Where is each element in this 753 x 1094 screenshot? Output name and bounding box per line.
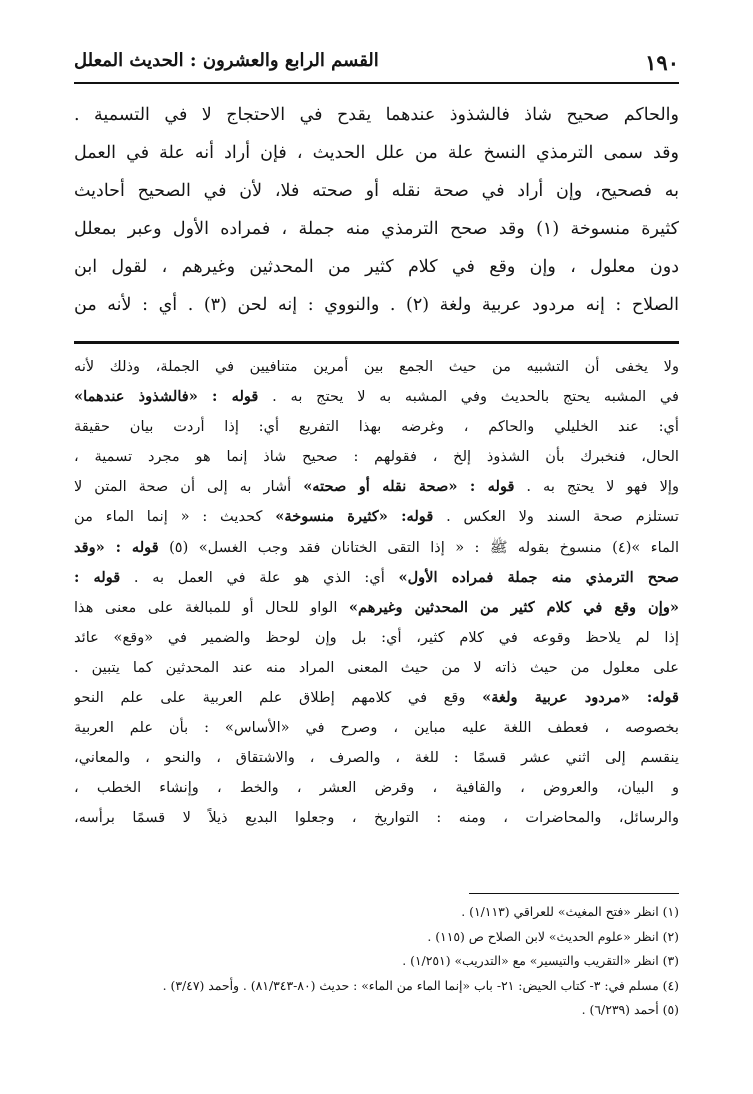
commentary-segment: و البيان، والعروض ، والقافية ، وقرض العشر ، والخط ، وإنشاء الخطب ، bbox=[74, 779, 679, 797]
footnote: (٣) انظر «التقريب والتيسير» مع «التدريب» (١/٢٥١) . bbox=[402, 953, 679, 968]
commentary-line bbox=[74, 803, 679, 833]
commentary-text bbox=[74, 352, 679, 834]
commentary-line bbox=[74, 593, 679, 623]
commentary-line bbox=[74, 683, 679, 713]
commentary-segment: بخصوصه ، فعطف اللغة عليه مباين ، وصرح في «الأساس» : بأن علم العربية bbox=[74, 719, 679, 737]
commentary-line bbox=[74, 502, 679, 532]
commentary-quote: قوله : «وقد bbox=[74, 538, 159, 556]
commentary-segment: أي: الذي هو علة في العمل به . bbox=[120, 568, 399, 586]
page-number: ١٩٠ bbox=[645, 50, 679, 75]
commentary-segment: أشار به إلى أن صحة المتن لا bbox=[74, 478, 304, 496]
commentary-line bbox=[74, 352, 679, 382]
commentary-segment: وقع في كلامهم إطلاق علم العربية على علم النحو bbox=[74, 689, 483, 707]
commentary-segment: وإلا فهو لا يحتج به . bbox=[514, 478, 679, 496]
commentary-quote: «وإن وقع في كلام كثير من المحدثين وغيرهم» bbox=[348, 598, 679, 616]
commentary-line bbox=[74, 533, 679, 563]
main-text-line: الصلاح : إنه مردود عربية ولغة (٢) . والنووي : إنه لحن (٣) . أي : لأنه من bbox=[74, 295, 679, 315]
commentary-segment: على معلول من حيث ذاته لا من حيث المعنى المراد منه عند المحدثين كما يتبين . bbox=[74, 658, 679, 676]
footnote: (٥) أحمد (٦/٢٣٩) . bbox=[581, 1002, 679, 1017]
commentary-segment: الماء »(٤) منسوخ بقوله ﷺ : « إذا التقى الختانان فقد وجب الغسل» (٥) bbox=[158, 538, 679, 556]
commentary-line bbox=[74, 623, 679, 653]
commentary-segment: الواو للحال أو للمبالغة على معنى هذا bbox=[74, 598, 349, 616]
commentary-line bbox=[74, 713, 679, 743]
commentary-line bbox=[74, 743, 679, 773]
commentary-line bbox=[74, 773, 679, 803]
main-text-line: دون معلول ، وإن وقع في كلام كثير من المحدثين وغيرهم ، لقول ابن bbox=[74, 257, 679, 277]
commentary-quote: قوله : «صحة نقله أو صحته» bbox=[303, 478, 515, 496]
commentary-segment: الحال، فنخبرك بأن الشذوذ إلخ ، فقولهم : صحيح شاذ إنما هو مجرد تسمية ، bbox=[74, 448, 679, 466]
main-text-line: والحاكم صحيح شاذ فالشذوذ عندهما يقدح في الاحتجاج لا في التسمية . bbox=[74, 105, 679, 125]
commentary-segment: في المشبه يحتج بالحديث وفي المشبه به لا يحتج به . bbox=[258, 388, 679, 406]
footnotes bbox=[74, 900, 679, 1023]
commentary-quote: قوله : bbox=[74, 568, 121, 586]
section-divider bbox=[74, 341, 679, 344]
running-title: القسم الرابع والعشرون : الحديث المعلل bbox=[74, 50, 379, 71]
footnote: (٤) مسلم في: ٣- كتاب الحيض: ٢١- باب «إنما الماء من الماء» : حديث (٨٠-٨١/٣٤٣) . وأحمد (٣/٤٧) . bbox=[162, 977, 679, 993]
commentary-segment: تستلزم صحة السند ولا العكس . bbox=[433, 508, 679, 526]
footnote: (٢) انظر «علوم الحديث» لابن الصلاح ص (١١٥) . bbox=[427, 928, 679, 944]
commentary-line bbox=[74, 653, 679, 683]
commentary-segment: والرسائل، والمحاضرات ، ومنه : التواريخ ، وجعلوا البديع ذيلاً لا قسمًا برأسه، bbox=[74, 809, 679, 827]
commentary-segment: ولا يخفى أن التشبيه من حيث الجمع بين أمرين متنافيين في الجملة، وذلك لأنه bbox=[74, 358, 679, 375]
commentary-quote: صحح الترمذي منه جملة فمراده الأول» bbox=[398, 568, 679, 586]
footnote-rule bbox=[469, 893, 679, 894]
page-header bbox=[74, 44, 679, 84]
commentary-segment: ينقسم إلى اثني عشر قسمًا : للغة ، والصرف ، والاشتقاق ، والنحو ، والمعاني، bbox=[74, 749, 679, 767]
main-text-line: وقد سمى الترمذي النسخ علة من علل الحديث ، فإن أراد أنه علة في العمل bbox=[74, 143, 679, 163]
commentary-quote: قوله : «فالشذوذ عندهما» bbox=[74, 388, 259, 406]
commentary-segment: كحديث : « إنما الماء من bbox=[74, 508, 276, 526]
commentary-line bbox=[74, 472, 679, 502]
commentary-line bbox=[74, 563, 679, 593]
commentary-segment: إذا لم يلاحظ وقوعه في كلام كثير، أي: بل وإن لوحظ والضمير في «وقع» عائد bbox=[74, 628, 679, 646]
commentary-quote: قوله: «مردود عربية ولغة» bbox=[482, 689, 679, 707]
main-text-line: به فصحيح، وإن أراد في صحة نقله أو صحته فلا، لأن في الصحيح أحاديث bbox=[74, 181, 679, 201]
commentary-line bbox=[74, 442, 679, 472]
footnote: (١) انظر «فتح المغيث» للعراقي (١/١١٣) . bbox=[461, 904, 679, 919]
main-text bbox=[74, 96, 679, 324]
commentary-quote: قوله: «كثيرة منسوخة» bbox=[275, 508, 434, 526]
commentary-line bbox=[74, 412, 679, 442]
commentary-segment: أي: عند الخليلي والحاكم ، وغرضه بهذا التفريع أي: إذا أردت بيان حقيقة bbox=[74, 418, 679, 436]
main-text-line: كثيرة منسوخة (١) وقد صحح الترمذي منه جملة ، فمراده الأول وعبر بمعلل bbox=[74, 219, 679, 239]
commentary-line bbox=[74, 382, 679, 412]
